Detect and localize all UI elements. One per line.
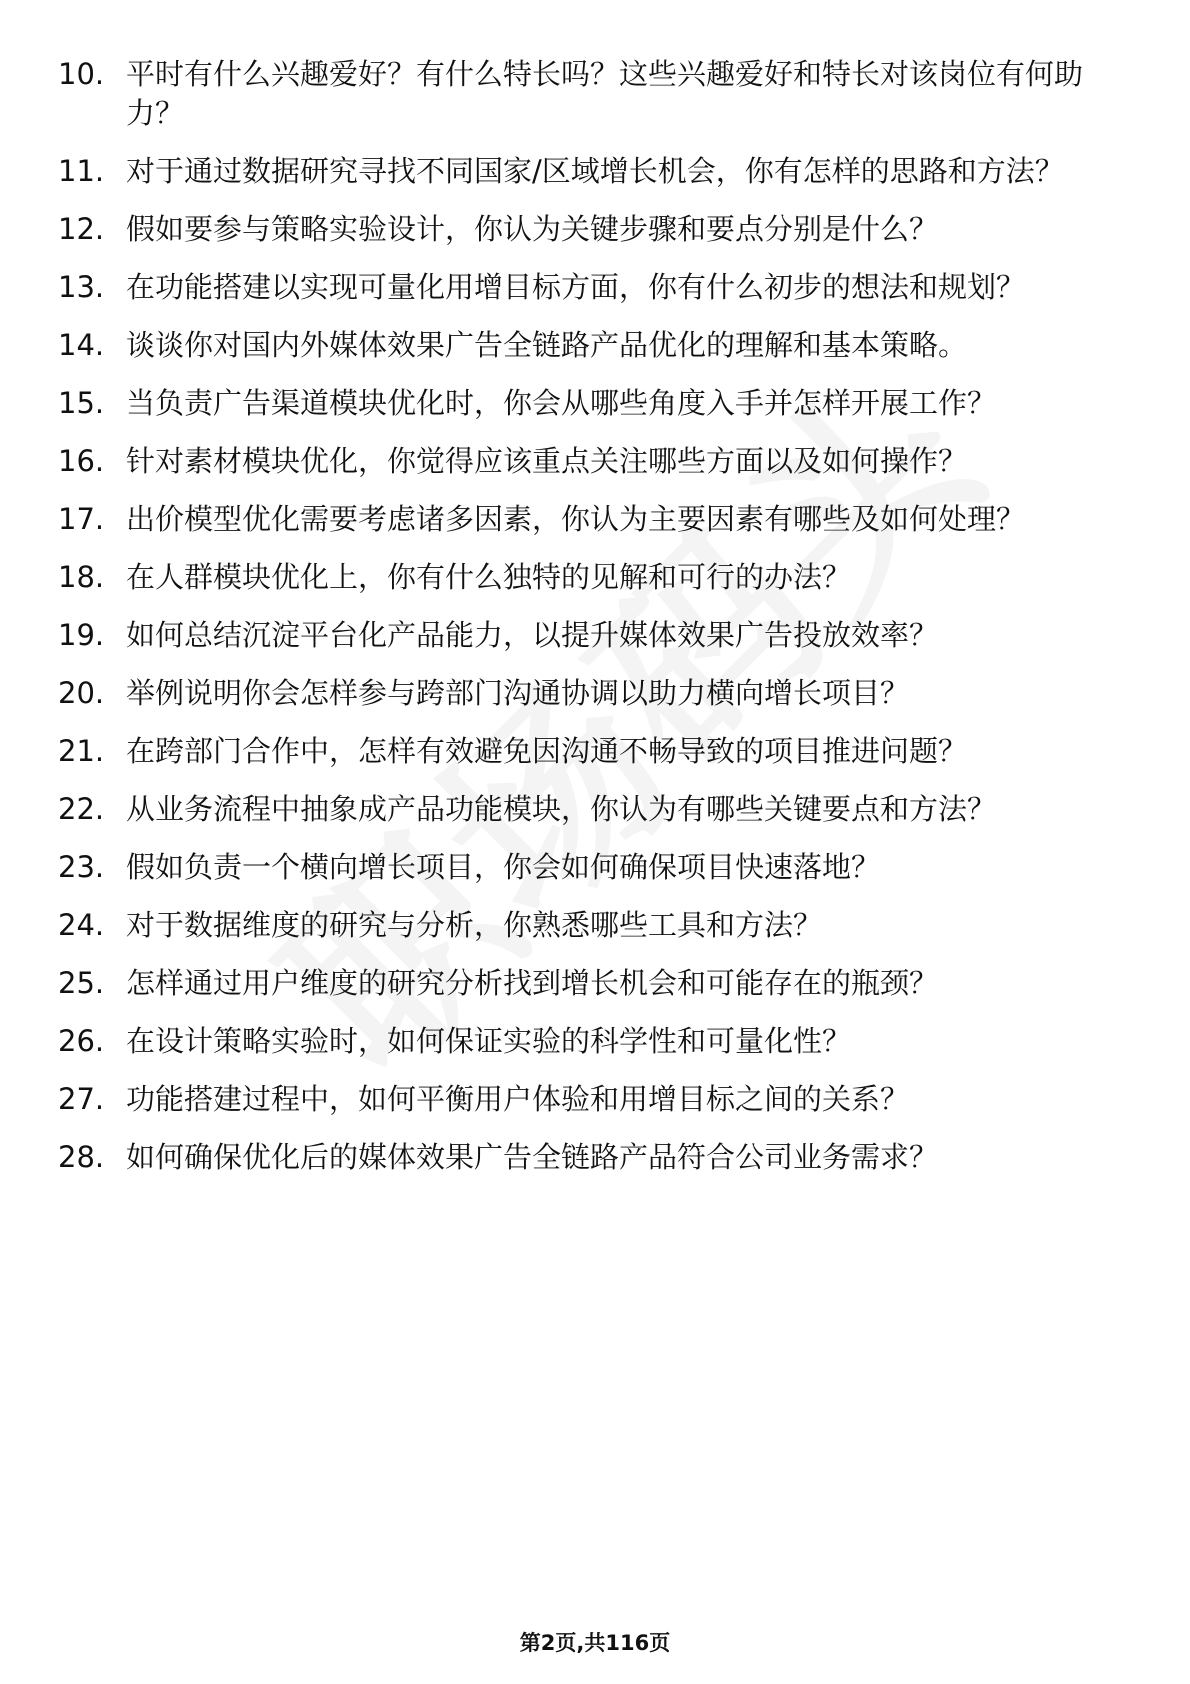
question-text: 在设计策略实验时，如何保证实验的科学性和可量化性？	[126, 1024, 852, 1058]
question-number: 25.	[58, 966, 105, 1000]
page-footer	[0, 1627, 1190, 1657]
question-item	[58, 616, 1138, 655]
question-item	[58, 906, 1138, 945]
question-number: 23.	[58, 850, 105, 884]
question-text: 如何总结沉淀平台化产品能力，以提升媒体效果广告投放效率？	[126, 618, 939, 652]
question-number: 13.	[58, 270, 105, 304]
question-text: 在跨部门合作中，怎样有效避免因沟通不畅导致的项目推进问题？	[126, 734, 968, 768]
question-list	[58, 55, 1138, 1196]
question-item	[58, 500, 1138, 539]
question-number: 27.	[58, 1082, 105, 1116]
question-item	[58, 848, 1138, 887]
question-number: 28.	[58, 1140, 105, 1174]
question-item	[58, 732, 1138, 771]
question-text: 针对素材模块优化，你觉得应该重点关注哪些方面以及如何操作？	[126, 444, 968, 478]
question-text: 当负责广告渠道模块优化时，你会从哪些角度入手并怎样开展工作？	[126, 386, 997, 420]
question-number: 12.	[58, 212, 105, 246]
question-item	[58, 442, 1138, 481]
question-text: 谈谈你对国内外媒体效果广告全链路产品优化的理解和基本策略。	[126, 328, 968, 362]
question-number: 19.	[58, 618, 105, 652]
question-item	[58, 964, 1138, 1003]
question-text: 功能搭建过程中，如何平衡用户体验和用增目标之间的关系？	[126, 1082, 910, 1116]
question-text: 出价模型优化需要考虑诸多因素，你认为主要因素有哪些及如何处理？	[126, 502, 1026, 536]
question-item	[58, 326, 1138, 365]
question-item	[58, 1022, 1138, 1061]
question-text: 如何确保优化后的媒体效果广告全链路产品符合公司业务需求？	[126, 1140, 939, 1174]
question-item	[58, 558, 1138, 597]
page-number-label: 第2页,共116页	[519, 1631, 671, 1655]
question-number: 22.	[58, 792, 105, 826]
question-text: 平时有什么兴趣爱好？有什么特长吗？这些兴趣爱好和特长对该岗位有何助力？	[126, 57, 1084, 130]
question-text: 对于数据维度的研究与分析，你熟悉哪些工具和方法？	[126, 908, 823, 942]
question-item	[58, 384, 1138, 423]
question-text: 在人群模块优化上，你有什么独特的见解和可行的办法？	[126, 560, 852, 594]
question-text: 对于通过数据研究寻找不同国家/区域增长机会，你有怎样的思路和方法？	[126, 154, 1064, 188]
question-text: 从业务流程中抽象成产品功能模块，你认为有哪些关键要点和方法？	[126, 792, 997, 826]
question-item	[58, 268, 1138, 307]
question-text: 在功能搭建以实现可量化用增目标方面，你有什么初步的想法和规划？	[126, 270, 1026, 304]
question-number: 20.	[58, 676, 105, 710]
question-item	[58, 1080, 1138, 1119]
question-item	[58, 790, 1138, 829]
question-item	[58, 674, 1138, 713]
question-text: 举例说明你会怎样参与跨部门沟通协调以助力横向增长项目？	[126, 676, 910, 710]
question-number: 17.	[58, 502, 105, 536]
question-number: 16.	[58, 444, 105, 478]
question-text: 假如负责一个横向增长项目，你会如何确保项目快速落地？	[126, 850, 881, 884]
question-number: 10.	[58, 57, 105, 91]
question-number: 24.	[58, 908, 105, 942]
question-number: 18.	[58, 560, 105, 594]
question-number: 21.	[58, 734, 105, 768]
question-text: 怎样通过用户维度的研究分析找到增长机会和可能存在的瓶颈？	[126, 966, 939, 1000]
question-number: 26.	[58, 1024, 105, 1058]
question-number: 11.	[58, 154, 105, 188]
question-number: 15.	[58, 386, 105, 420]
question-text: 假如要参与策略实验设计，你认为关键步骤和要点分别是什么？	[126, 212, 939, 246]
question-item	[58, 55, 1138, 133]
question-item	[58, 210, 1138, 249]
question-item	[58, 1138, 1138, 1177]
question-number: 14.	[58, 328, 105, 362]
question-item	[58, 152, 1138, 191]
